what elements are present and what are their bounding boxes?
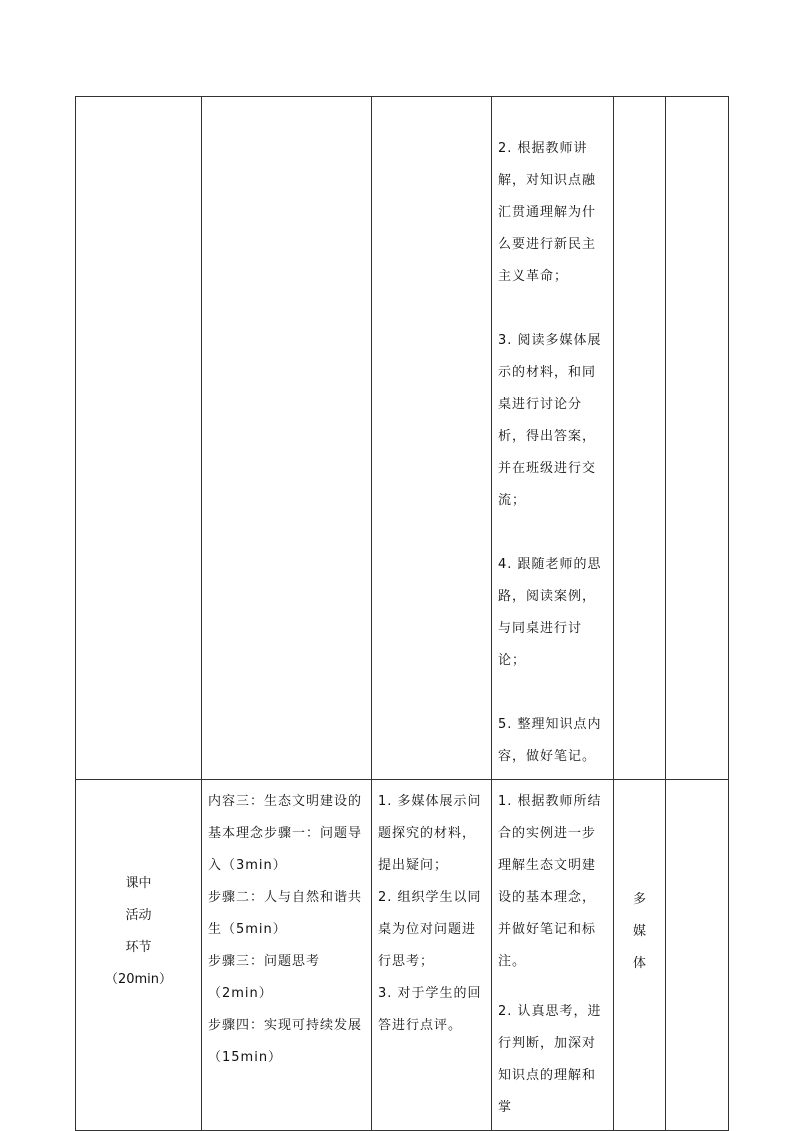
stage-label: 课中 xyxy=(125,876,152,891)
table-row xyxy=(76,780,729,1131)
teacher-activity-cell xyxy=(372,97,492,780)
media-cell xyxy=(614,97,666,780)
teacher-activity-cell xyxy=(372,780,492,1131)
student-activity-item: 4. 跟随老师的思路，阅读案例，与同桌进行讨论； xyxy=(498,557,602,668)
teacher-activity-item: 2. 组织学生以同桌为位对问题进行思考； xyxy=(378,890,482,969)
content-cell xyxy=(202,97,372,780)
notes-cell xyxy=(666,780,729,1131)
student-activity-cell xyxy=(492,780,614,1131)
lesson-plan-table xyxy=(75,96,729,1131)
content-step: 内容三：生态文明建设的基本理念步骤一：问题导入（3min） xyxy=(208,794,363,873)
stage-duration: （20min） xyxy=(104,972,173,987)
student-activity-item: 2. 根据教师讲解，对知识点融汇贯通理解为什么要进行新民主主义革命； xyxy=(498,141,597,284)
student-activity-item: 5. 整理知识点内容，做好笔记。 xyxy=(498,717,602,764)
content-step: 步骤二：人与自然和谐共生（5min） xyxy=(208,890,363,937)
table-row xyxy=(76,97,729,780)
student-activity-item: 3. 阅读多媒体展示的材料，和同桌进行讨论分析，得出答案，并在班级进行交流； xyxy=(498,333,602,508)
content-step: 步骤四：实现可持续发展（15min） xyxy=(208,1018,363,1065)
notes-cell xyxy=(666,97,729,780)
stage-cell xyxy=(76,97,202,780)
stage-label: 活动 xyxy=(125,908,152,923)
teacher-activity-item: 1. 多媒体展示问题探究的材料，提出疑问； xyxy=(378,794,482,873)
student-activity-cell xyxy=(492,97,614,780)
media-label: 体 xyxy=(632,956,646,971)
stage-label: 环节 xyxy=(125,940,152,955)
media-cell xyxy=(614,780,666,1131)
content-step: 步骤三：问题思考（2min） xyxy=(208,954,321,1001)
media-label: 多 xyxy=(632,892,646,907)
student-activity-item: 2. 认真思考，进行判断，加深对知识点的理解和掌 xyxy=(498,1004,602,1115)
stage-cell xyxy=(76,780,202,1131)
media-label: 媒 xyxy=(632,924,646,939)
teacher-activity-item: 3. 对于学生的回答进行点评。 xyxy=(378,986,482,1033)
content-cell xyxy=(202,780,372,1131)
student-activity-item: 1. 根据教师所结合的实例进一步理解生态文明建设的基本理念，并做好笔记和标注。 xyxy=(498,794,602,969)
